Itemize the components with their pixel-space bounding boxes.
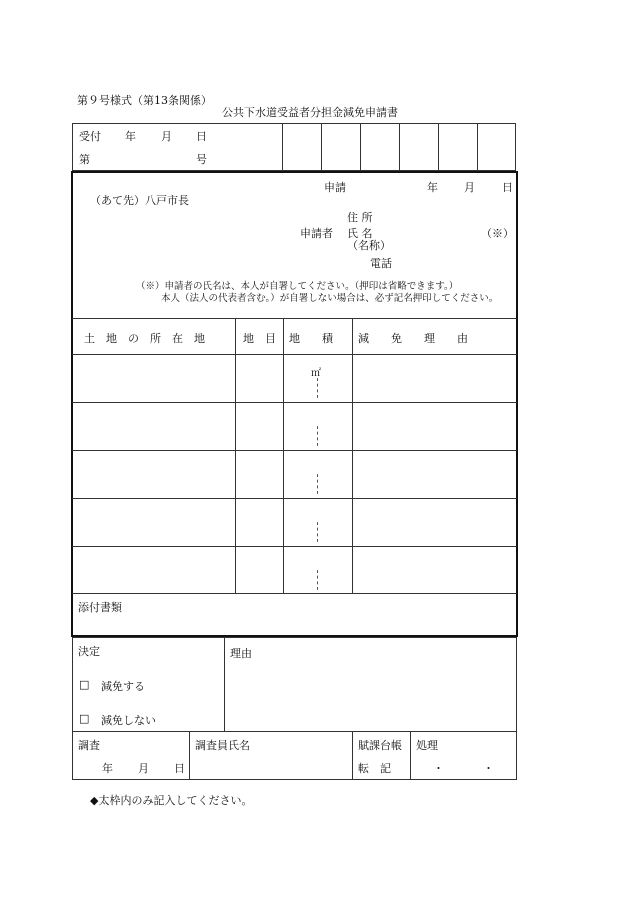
receipt-dai: 第 xyxy=(79,153,90,166)
survey-year: 年 xyxy=(102,762,113,775)
signature-note-1: （※）申請者の氏名は、本人が自署してください。（押印は省略できます。） xyxy=(136,281,459,292)
processing-label: 処理 xyxy=(416,739,438,752)
survey-day: 日 xyxy=(174,762,185,775)
application-year: 年 xyxy=(427,181,438,194)
survey-label: 調査 xyxy=(78,739,100,752)
investigator-label: 調査員氏名 xyxy=(195,739,250,752)
survey-month: 月 xyxy=(138,762,149,775)
checkbox-deny[interactable]: □ xyxy=(79,712,90,725)
decision-label: 決定 xyxy=(78,645,100,658)
receipt-label: 受付 xyxy=(79,130,101,143)
reason-label: 理由 xyxy=(230,647,252,660)
form-number: 第９号様式（第13条関係） xyxy=(77,94,212,107)
application-date-label: 申請 xyxy=(324,181,346,194)
signature-mark: （※） xyxy=(481,227,514,240)
processing-dot-1: ・ xyxy=(433,762,444,775)
transcription-label: 転 記 xyxy=(358,762,391,775)
footer-note: ◆太枠内のみ記入してください。 xyxy=(90,794,253,807)
attachments-label: 添付書類 xyxy=(78,601,122,614)
application-month: 月 xyxy=(464,181,475,194)
header-land-category: 地 目 xyxy=(243,332,276,345)
area-unit: ㎡ xyxy=(311,368,321,379)
header-reason: 減 免 理 由 xyxy=(358,332,468,345)
receipt-month: 月 xyxy=(161,130,172,143)
receipt-year: 年 xyxy=(125,130,136,143)
name-label: 氏 名 xyxy=(347,227,373,240)
application-day: 日 xyxy=(502,181,513,194)
tax-ledger-label: 賦課台帳 xyxy=(358,739,402,752)
address-label: 住 所 xyxy=(347,211,373,224)
processing-dot-2: ・ xyxy=(483,762,494,775)
phone-label: 電話 xyxy=(370,257,392,270)
option-deny-label: 減免しない xyxy=(101,714,156,727)
office-use-box xyxy=(72,637,517,780)
checkbox-approve[interactable]: □ xyxy=(79,678,90,691)
option-approve-label: 減免する xyxy=(101,680,145,693)
header-location: 土 地 の 所 在 地 xyxy=(84,332,205,345)
corporate-name-label: （名称） xyxy=(347,239,391,252)
receipt-box xyxy=(72,123,516,171)
form-title: 公共下水道受益者分担金減免申請書 xyxy=(222,106,398,119)
signature-note-2: 本人（法人の代表者含む。）が自署しない場合は、必ず記名押印してください。 xyxy=(161,293,499,304)
receipt-go: 号 xyxy=(196,153,207,166)
header-area: 地 積 xyxy=(289,332,333,345)
receipt-day: 日 xyxy=(196,130,207,143)
addressee: （あて先）八戸市長 xyxy=(90,194,189,207)
applicant-frame xyxy=(71,171,518,637)
applicant-label: 申請者 xyxy=(300,227,333,240)
